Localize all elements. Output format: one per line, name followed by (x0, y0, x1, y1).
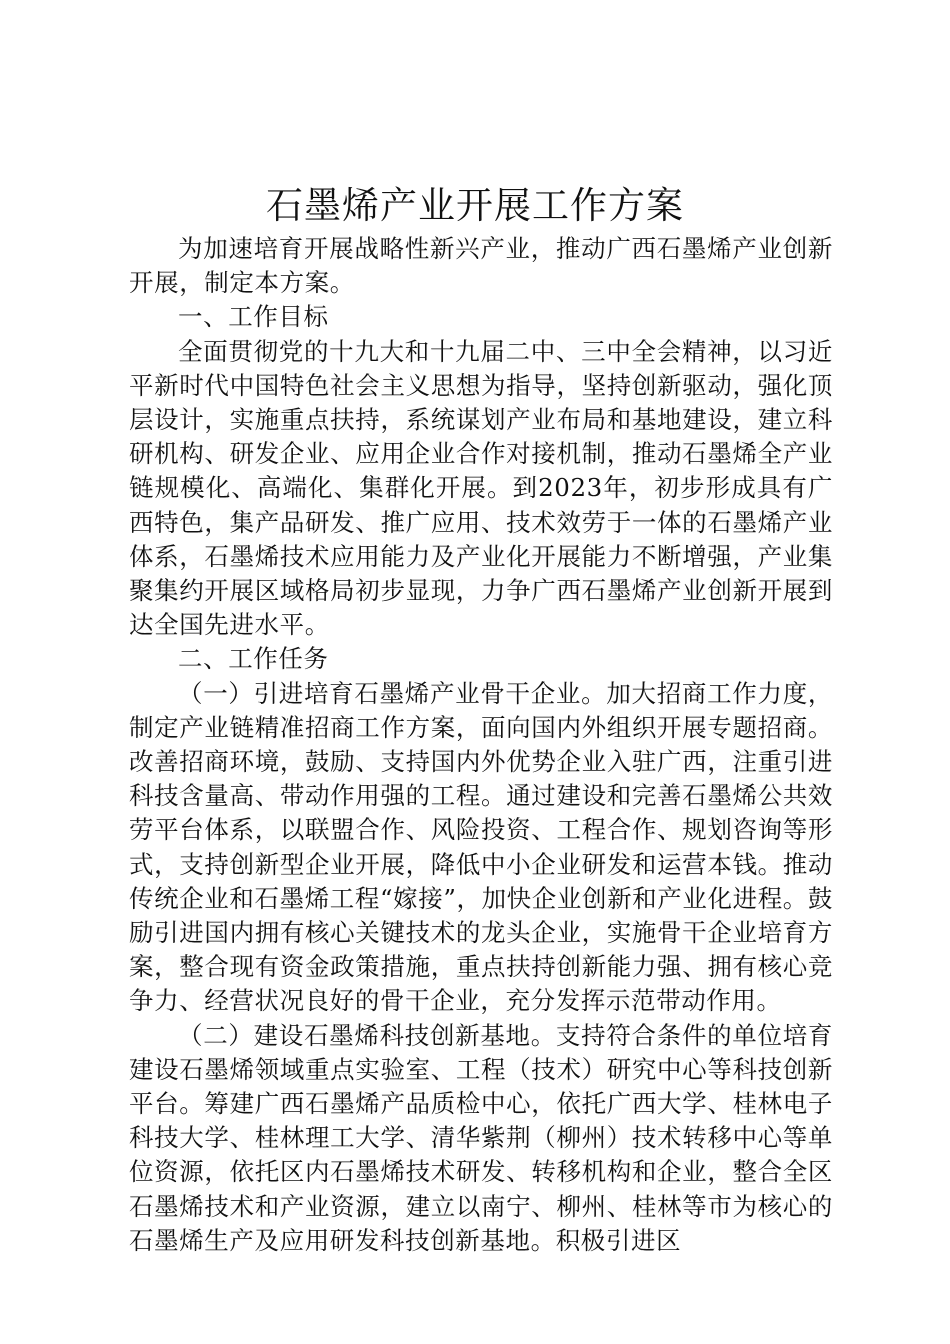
document-title: 石墨烯产业开展工作方案 (266, 184, 684, 227)
document-body (129, 232, 833, 1258)
section-heading-goals: 一、工作目标 (178, 302, 329, 332)
task-paragraph-1: （一）引进培育石墨烯产业骨干企业。加大招商工作力度，制定产业链精准招商工作方案，面向国内外组织开展专题招商。改善招商环境，鼓励、支持国内外优势企业入驻广西，注重引进科技含量高、带动作用强的工程。通过建设和完善石墨烯公共效劳平台体系，以联盟合作、风险投资、工程合作、规划咨询等形式，支持创新型企业开展，降低中小企业研发和运营本钱。推动传统企业和石墨烯工程“嫁接”，加快企业创新和产业化进程。鼓励引进国内拥有核心关键技术的龙头企业，实施骨干企业培育方案，整合现有资金政策措施，重点扶持创新能力强、拥有核心竞争力、经营状况良好的骨干企业，充分发挥示范带动作用。 (129, 678, 833, 1016)
goals-paragraph: 全面贯彻党的十九大和十九届二中、三中全会精神，以习近平新时代中国特色社会主义思想为指导，坚持创新驱动，强化顶层设计，实施重点扶持，系统谋划产业布局和基地建设，建立科研机构、研发企业、应用企业合作对接机制，推动石墨烯全产业链规模化、高端化、集群化开展。到2023年，初步形成具有广西特色，集产品研发、推广应用、技术效劳于一体的石墨烯产业体系，石墨烯技术应用能力及产业化开展能力不断增强，产业集聚集约开展区域格局初步显现，力争广西石墨烯产业创新开展到达全国先进水平。 (129, 336, 833, 640)
intro-paragraph: 为加速培育开展战略性新兴产业，推动广西石墨烯产业创新开展，制定本方案。 (129, 234, 833, 298)
task-paragraph-2: （二）建设石墨烯科技创新基地。支持符合条件的单位培育建设石墨烯领域重点实验室、工程（技术）研究中心等科技创新平台。筹建广西石墨烯产品质检中心，依托广西大学、桂林电子科技大学、桂林理工大学、清华紫荆（柳州）技术转移中心等单位资源，依托区内石墨烯技术研发、转移机构和企业，整合全区石墨烯技术和产业资源，建立以南宁、柳州、桂林等市为核心的石墨烯生产及应用研发科技创新基地。积极引进区 (129, 1020, 833, 1255)
section-heading-tasks: 二、工作任务 (178, 644, 329, 674)
